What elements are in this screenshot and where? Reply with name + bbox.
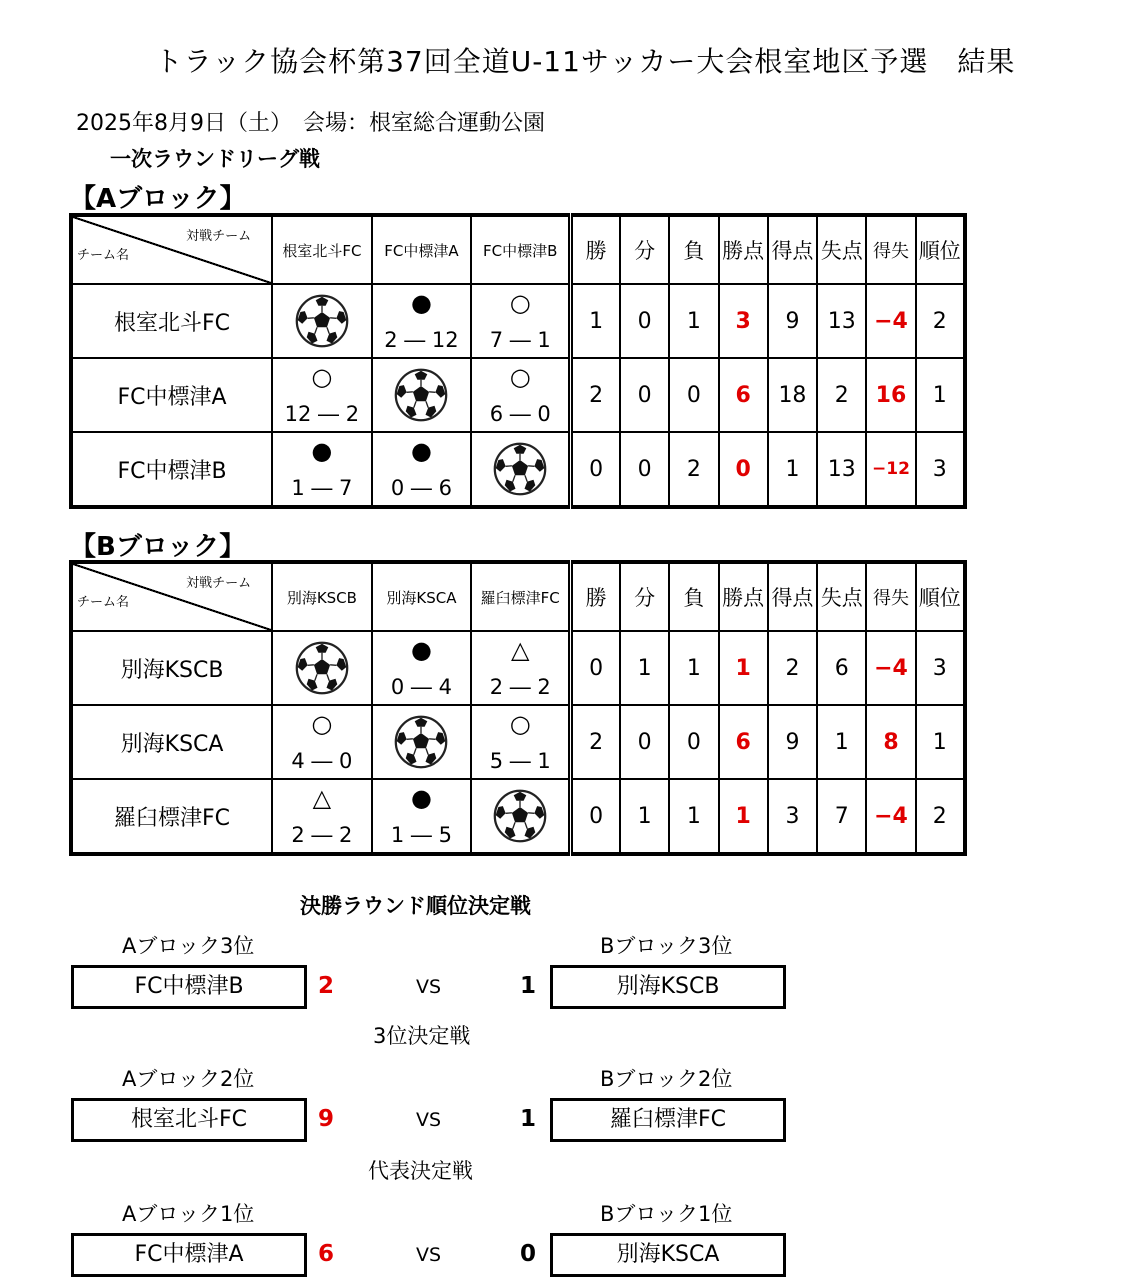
result-score: 2 ― 12	[384, 328, 459, 352]
stat-draws: 0	[620, 284, 669, 358]
header-points: 勝点	[719, 215, 768, 284]
match-result-cell	[471, 705, 571, 779]
stat-goal-diff: −4	[866, 779, 915, 854]
left-team-box: FC中標津A	[71, 1233, 307, 1277]
result-mark: ●	[410, 437, 432, 465]
left-score: 9	[318, 1106, 335, 1132]
table-row	[71, 705, 965, 779]
header-losses: 負	[669, 562, 718, 631]
row-team-name: FC中標津B	[71, 432, 272, 507]
match-result-cell	[372, 358, 472, 432]
header-goals-against: 失点	[817, 215, 866, 284]
match-result-cell	[272, 631, 372, 705]
right-seed-label: Bブロック1位	[600, 1202, 733, 1226]
column-team-header: FC中標津A	[372, 215, 472, 284]
column-team-header: 根室北斗FC	[272, 215, 372, 284]
left-score: 2	[318, 973, 335, 999]
stat-goals-against: 13	[817, 432, 866, 507]
result-mark: ○	[311, 710, 333, 738]
header-corner	[71, 562, 272, 631]
right-score: 0	[520, 1241, 537, 1267]
header-draws: 分	[620, 562, 669, 631]
match-result-cell	[272, 432, 372, 507]
result-mark: ●	[410, 289, 432, 317]
stat-losses: 2	[669, 432, 718, 507]
stat-goals-for: 2	[768, 631, 817, 705]
result-score: 0 ― 4	[390, 675, 452, 699]
result-mark: ●	[410, 784, 432, 812]
header-rank: 順位	[916, 562, 965, 631]
row-team-name: 羅臼標津FC	[71, 779, 272, 854]
header-row	[71, 562, 965, 631]
stat-losses: 1	[669, 779, 718, 854]
match-result-cell	[272, 779, 372, 854]
header-rank: 順位	[916, 215, 965, 284]
stat-goals-for: 1	[768, 432, 817, 507]
right-team-box: 別海KSCA	[550, 1233, 786, 1277]
result-score: 5 ― 1	[489, 749, 551, 773]
stat-rank: 1	[916, 358, 965, 432]
table-row	[71, 358, 965, 432]
match-result-cell	[471, 432, 571, 507]
stat-points: 3	[719, 284, 768, 358]
stat-rank: 2	[916, 779, 965, 854]
stat-losses: 0	[669, 358, 718, 432]
match-type-label: 代表決定戦	[368, 1159, 473, 1183]
table-row	[71, 432, 965, 507]
header-goals-for: 得点	[768, 215, 817, 284]
result-score: 1 ― 5	[390, 823, 452, 847]
header-wins: 勝	[571, 215, 620, 284]
block-b-table	[69, 560, 967, 856]
result-mark: ●	[311, 437, 333, 465]
block-a-title: 【Aブロック】	[70, 184, 246, 214]
result-score: 7 ― 1	[489, 328, 551, 352]
stat-draws: 0	[620, 358, 669, 432]
header-goals-for: 得点	[768, 562, 817, 631]
soccer-ball-icon	[295, 641, 349, 695]
match-type-label: 3位決定戦	[373, 1024, 471, 1048]
block-a-table	[69, 213, 967, 509]
left-seed-label: Aブロック1位	[122, 1202, 255, 1226]
left-seed-label: Aブロック3位	[122, 934, 255, 958]
result-score: 1 ― 7	[291, 476, 353, 500]
header-goal-diff: 得失	[866, 215, 915, 284]
stat-rank: 3	[916, 432, 965, 507]
stat-goal-diff: −4	[866, 631, 915, 705]
match-result-cell	[272, 358, 372, 432]
result-score: 6 ― 0	[489, 402, 551, 426]
column-team-header: 羅臼標津FC	[471, 562, 571, 631]
match-result-cell	[372, 432, 472, 507]
row-team-name: 別海KSCB	[71, 631, 272, 705]
stat-goals-against: 2	[817, 358, 866, 432]
column-team-header: 別海KSCA	[372, 562, 472, 631]
stat-draws: 0	[620, 705, 669, 779]
stat-wins: 2	[571, 705, 620, 779]
match-result-cell	[372, 779, 472, 854]
left-team-box: FC中標津B	[71, 965, 307, 1009]
header-row	[71, 215, 965, 284]
match-result-cell	[471, 284, 571, 358]
left-team-box: 根室北斗FC	[71, 1098, 307, 1142]
header-wins: 勝	[571, 562, 620, 631]
right-team-box: 別海KSCB	[550, 965, 786, 1009]
stat-goals-against: 7	[817, 779, 866, 854]
match-result-cell	[272, 284, 372, 358]
stat-wins: 2	[571, 358, 620, 432]
column-team-header: FC中標津B	[471, 215, 571, 284]
row-team-name: 根室北斗FC	[71, 284, 272, 358]
right-seed-label: Bブロック3位	[600, 934, 733, 958]
stat-losses: 1	[669, 284, 718, 358]
opponent-label: 対戦チーム	[186, 229, 252, 244]
stat-points: 6	[719, 705, 768, 779]
match-result-cell	[471, 358, 571, 432]
right-team-box: 羅臼標津FC	[550, 1098, 786, 1142]
stat-rank: 2	[916, 284, 965, 358]
column-team-header: 別海KSCB	[272, 562, 372, 631]
result-mark: ●	[410, 636, 432, 664]
stat-draws: 0	[620, 432, 669, 507]
page-title: トラック協会杯第37回全道U-11サッカー大会根室地区予選 結果	[154, 45, 1016, 78]
round1-title: 一次ラウンドリーグ戦	[110, 147, 320, 171]
result-mark: ○	[509, 363, 531, 391]
team-label: チーム名	[77, 595, 130, 610]
date-venue: 2025年8月9日（土） 会場：根室総合運動公園	[76, 111, 545, 136]
match-result-cell	[372, 284, 472, 358]
stat-rank: 1	[916, 705, 965, 779]
soccer-ball-icon	[394, 715, 448, 769]
team-label: チーム名	[77, 248, 130, 263]
vs-label: VS	[416, 1244, 442, 1266]
result-score: 4 ― 0	[291, 749, 353, 773]
header-losses: 負	[669, 215, 718, 284]
table-row	[71, 779, 965, 854]
stat-points: 6	[719, 358, 768, 432]
final-round-title: 決勝ラウンド順位決定戦	[300, 894, 531, 918]
stat-points: 1	[719, 631, 768, 705]
row-team-name: 別海KSCA	[71, 705, 272, 779]
stat-wins: 0	[571, 631, 620, 705]
stat-goals-for: 9	[768, 705, 817, 779]
stat-draws: 1	[620, 631, 669, 705]
soccer-ball-icon	[295, 294, 349, 348]
match-result-cell	[471, 631, 571, 705]
header-draws: 分	[620, 215, 669, 284]
result-score: 2 ― 2	[291, 823, 353, 847]
stat-goals-against: 1	[817, 705, 866, 779]
left-score: 6	[318, 1241, 335, 1267]
stat-losses: 0	[669, 705, 718, 779]
stat-points: 1	[719, 779, 768, 854]
stat-goals-for: 3	[768, 779, 817, 854]
vs-label: VS	[416, 1109, 442, 1131]
result-mark: ○	[311, 363, 333, 391]
stat-losses: 1	[669, 631, 718, 705]
match-result-cell	[372, 631, 472, 705]
stat-wins: 0	[571, 432, 620, 507]
match-result-cell	[471, 779, 571, 854]
left-seed-label: Aブロック2位	[122, 1067, 255, 1091]
stat-draws: 1	[620, 779, 669, 854]
result-mark: △	[510, 636, 530, 664]
row-team-name: FC中標津A	[71, 358, 272, 432]
result-score: 2 ― 2	[489, 675, 551, 699]
match-result-cell	[372, 705, 472, 779]
right-score: 1	[520, 973, 537, 999]
result-score: 0 ― 6	[390, 476, 452, 500]
stat-goals-for: 9	[768, 284, 817, 358]
stat-wins: 1	[571, 284, 620, 358]
stat-rank: 3	[916, 631, 965, 705]
right-seed-label: Bブロック2位	[600, 1067, 733, 1091]
block-b-title: 【Bブロック】	[70, 532, 246, 562]
result-mark: ○	[509, 289, 531, 317]
opponent-label: 対戦チーム	[186, 576, 252, 591]
match-result-cell	[272, 705, 372, 779]
table-row	[71, 284, 965, 358]
vs-label: VS	[416, 976, 442, 998]
stat-goal-diff: −4	[866, 284, 915, 358]
stat-wins: 0	[571, 779, 620, 854]
stat-goals-against: 13	[817, 284, 866, 358]
table-row	[71, 631, 965, 705]
soccer-ball-icon	[493, 442, 547, 496]
soccer-ball-icon	[493, 789, 547, 843]
header-points: 勝点	[719, 562, 768, 631]
stat-goal-diff: 8	[866, 705, 915, 779]
stat-points: 0	[719, 432, 768, 507]
stat-goals-against: 6	[817, 631, 866, 705]
stat-goal-diff: −12	[866, 432, 915, 507]
result-mark: ○	[509, 710, 531, 738]
header-corner	[71, 215, 272, 284]
stat-goals-for: 18	[768, 358, 817, 432]
result-mark: △	[312, 784, 332, 812]
stat-goal-diff: 16	[866, 358, 915, 432]
header-goals-against: 失点	[817, 562, 866, 631]
result-score: 12 ― 2	[284, 402, 360, 426]
soccer-ball-icon	[394, 368, 448, 422]
right-score: 1	[520, 1106, 537, 1132]
header-goal-diff: 得失	[866, 562, 915, 631]
